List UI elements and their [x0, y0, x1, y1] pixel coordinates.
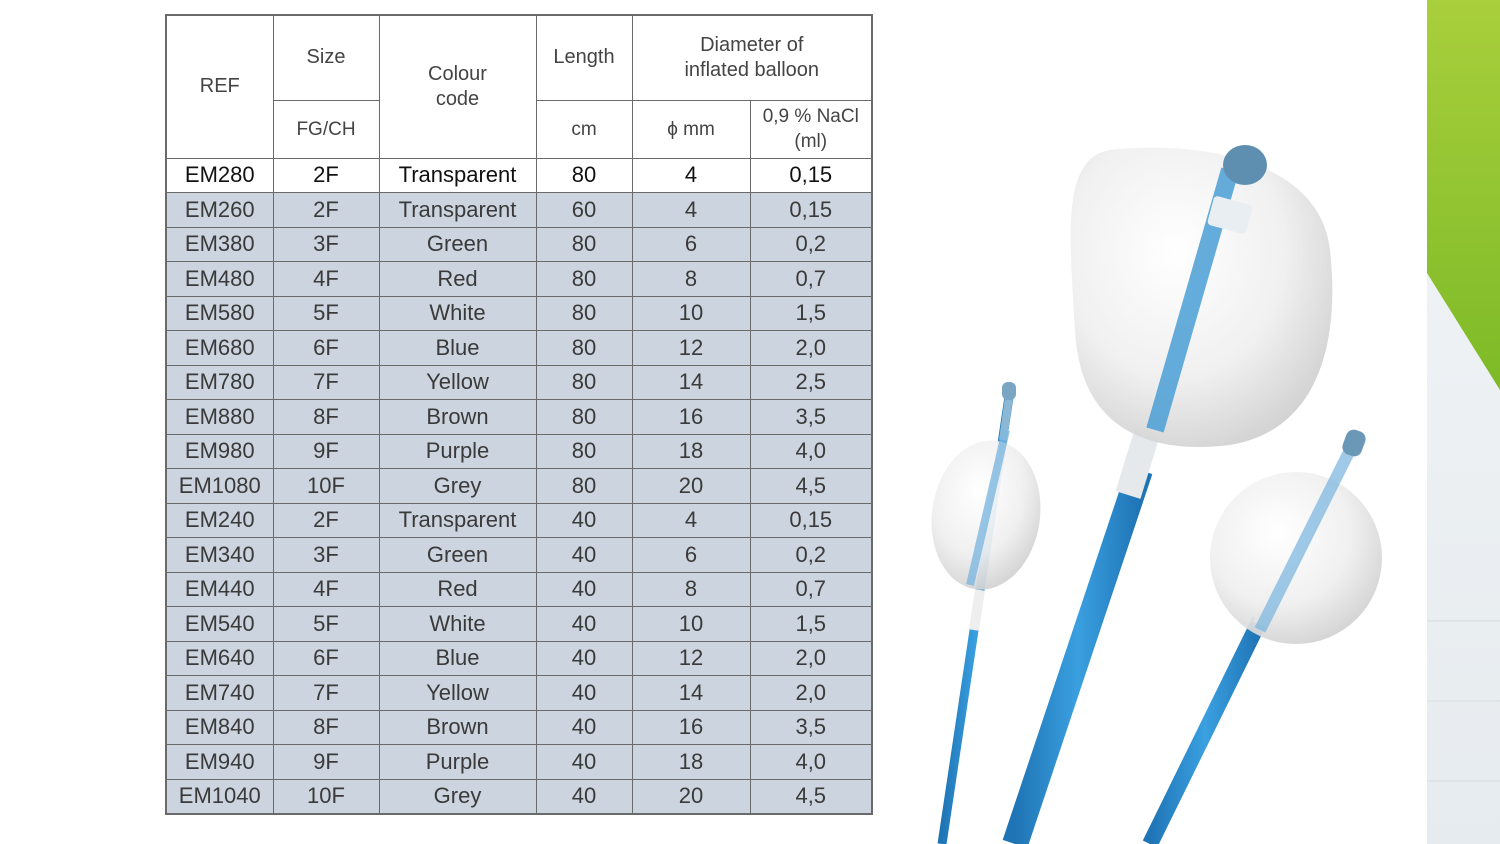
cell-ref: EM340 — [166, 538, 273, 573]
header-diameter-unit: ϕ mm — [632, 100, 750, 158]
cell-colour: Brown — [379, 710, 536, 745]
cell-colour: Brown — [379, 400, 536, 435]
cell-diameter: 12 — [632, 641, 750, 676]
cell-size: 9F — [273, 745, 379, 780]
cell-size: 8F — [273, 400, 379, 435]
table-row — [166, 469, 872, 504]
table-row — [166, 710, 872, 745]
cell-length: 60 — [536, 193, 632, 228]
header-diameter: Diameter of inflated balloon — [632, 15, 872, 100]
cell-ref: EM240 — [166, 503, 273, 538]
cell-ref: EM640 — [166, 641, 273, 676]
cell-length: 80 — [536, 469, 632, 504]
cell-ref: EM280 — [166, 158, 273, 193]
cell-length: 80 — [536, 400, 632, 435]
cell-colour: Grey — [379, 469, 536, 504]
cell-diameter: 4 — [632, 193, 750, 228]
cell-volume: 4,0 — [750, 434, 872, 469]
cell-diameter: 16 — [632, 710, 750, 745]
cell-colour: White — [379, 607, 536, 642]
table-row — [166, 607, 872, 642]
cell-diameter: 16 — [632, 400, 750, 435]
cell-volume: 2,0 — [750, 676, 872, 711]
cell-ref: EM840 — [166, 710, 273, 745]
cell-colour: Red — [379, 262, 536, 297]
cell-length: 80 — [536, 434, 632, 469]
header-size: Size — [273, 15, 379, 100]
table-row — [166, 193, 872, 228]
cell-colour: Blue — [379, 641, 536, 676]
cell-diameter: 6 — [632, 538, 750, 573]
cell-colour: Transparent — [379, 158, 536, 193]
cell-volume: 4,5 — [750, 469, 872, 504]
cell-size: 7F — [273, 676, 379, 711]
cell-length: 40 — [536, 676, 632, 711]
cell-size: 8F — [273, 710, 379, 745]
cell-volume: 0,15 — [750, 193, 872, 228]
header-colour: Colour code — [379, 15, 536, 158]
band-divider — [1427, 700, 1500, 702]
cell-size: 5F — [273, 607, 379, 642]
cell-ref: EM440 — [166, 572, 273, 607]
cell-length: 40 — [536, 641, 632, 676]
cell-volume: 0,15 — [750, 503, 872, 538]
cell-diameter: 4 — [632, 503, 750, 538]
cell-length: 80 — [536, 227, 632, 262]
cell-volume: 1,5 — [750, 296, 872, 331]
spec-table — [165, 14, 873, 815]
table-row — [166, 158, 872, 193]
cell-ref: EM580 — [166, 296, 273, 331]
cell-diameter: 10 — [632, 296, 750, 331]
cell-diameter: 20 — [632, 779, 750, 814]
cell-diameter: 18 — [632, 745, 750, 780]
header-size-unit: FG/CH — [273, 100, 379, 158]
cell-size: 2F — [273, 503, 379, 538]
cell-length: 40 — [536, 607, 632, 642]
cell-size: 5F — [273, 296, 379, 331]
cell-ref: EM780 — [166, 365, 273, 400]
cell-diameter: 14 — [632, 365, 750, 400]
cell-diameter: 6 — [632, 227, 750, 262]
cell-ref: EM680 — [166, 331, 273, 366]
band-divider — [1427, 620, 1500, 622]
cell-size: 2F — [273, 158, 379, 193]
cell-ref: EM480 — [166, 262, 273, 297]
cell-volume: 2,0 — [750, 641, 872, 676]
cell-size: 6F — [273, 331, 379, 366]
header-ref: REF — [166, 15, 273, 158]
cell-diameter: 20 — [632, 469, 750, 504]
header-length-unit: cm — [536, 100, 632, 158]
cell-size: 4F — [273, 572, 379, 607]
cell-colour: Green — [379, 538, 536, 573]
cell-volume: 2,0 — [750, 331, 872, 366]
cell-volume: 0,7 — [750, 262, 872, 297]
cell-volume: 4,5 — [750, 779, 872, 814]
cell-length: 80 — [536, 331, 632, 366]
header-length: Length — [536, 15, 632, 100]
cell-diameter: 12 — [632, 331, 750, 366]
cell-length: 40 — [536, 538, 632, 573]
table-row — [166, 434, 872, 469]
table-row — [166, 296, 872, 331]
cell-length: 40 — [536, 779, 632, 814]
cell-colour: Transparent — [379, 503, 536, 538]
cell-volume: 0,2 — [750, 227, 872, 262]
cell-diameter: 8 — [632, 572, 750, 607]
cell-diameter: 14 — [632, 676, 750, 711]
table-row — [166, 227, 872, 262]
cell-length: 40 — [536, 503, 632, 538]
cell-colour: Blue — [379, 331, 536, 366]
cell-size: 7F — [273, 365, 379, 400]
cell-size: 10F — [273, 469, 379, 504]
cell-length: 80 — [536, 365, 632, 400]
table-row — [166, 503, 872, 538]
cell-volume: 4,0 — [750, 745, 872, 780]
table-row — [166, 365, 872, 400]
table-row — [166, 572, 872, 607]
cell-size: 9F — [273, 434, 379, 469]
cell-size: 3F — [273, 538, 379, 573]
cell-colour: Yellow — [379, 676, 536, 711]
cell-diameter: 4 — [632, 158, 750, 193]
cell-ref: EM980 — [166, 434, 273, 469]
cell-colour: Purple — [379, 434, 536, 469]
table-row — [166, 641, 872, 676]
cell-ref: EM260 — [166, 193, 273, 228]
cell-length: 40 — [536, 710, 632, 745]
cell-colour: Transparent — [379, 193, 536, 228]
cell-ref: EM740 — [166, 676, 273, 711]
cell-volume: 3,5 — [750, 400, 872, 435]
cell-volume: 1,5 — [750, 607, 872, 642]
cell-colour: White — [379, 296, 536, 331]
header-volume-unit: 0,9 % NaCl (ml) — [750, 100, 872, 158]
spec-rows — [166, 158, 872, 814]
cell-length: 80 — [536, 262, 632, 297]
cell-size: 6F — [273, 641, 379, 676]
cell-length: 80 — [536, 158, 632, 193]
cell-size: 4F — [273, 262, 379, 297]
cell-colour: Green — [379, 227, 536, 262]
table-row — [166, 779, 872, 814]
cell-colour: Purple — [379, 745, 536, 780]
cell-ref: EM880 — [166, 400, 273, 435]
table-row — [166, 262, 872, 297]
cell-colour: Red — [379, 572, 536, 607]
cell-size: 10F — [273, 779, 379, 814]
cell-length: 40 — [536, 572, 632, 607]
cell-size: 2F — [273, 193, 379, 228]
cell-ref: EM940 — [166, 745, 273, 780]
cell-diameter: 18 — [632, 434, 750, 469]
cell-volume: 2,5 — [750, 365, 872, 400]
cell-volume: 0,7 — [750, 572, 872, 607]
cell-size: 3F — [273, 227, 379, 262]
cell-ref: EM1040 — [166, 779, 273, 814]
table-row — [166, 745, 872, 780]
catheter-medium — [1150, 427, 1382, 844]
cell-volume: 0,2 — [750, 538, 872, 573]
table-row — [166, 331, 872, 366]
cell-colour: Yellow — [379, 365, 536, 400]
table-row — [166, 538, 872, 573]
cell-ref: EM540 — [166, 607, 273, 642]
cell-diameter: 8 — [632, 262, 750, 297]
table-row — [166, 676, 872, 711]
band-divider — [1427, 780, 1500, 782]
cell-ref: EM380 — [166, 227, 273, 262]
cell-volume: 3,5 — [750, 710, 872, 745]
cell-colour: Grey — [379, 779, 536, 814]
cell-length: 40 — [536, 745, 632, 780]
cell-volume: 0,15 — [750, 158, 872, 193]
table-row — [166, 400, 872, 435]
cell-ref: EM1080 — [166, 469, 273, 504]
cell-diameter: 10 — [632, 607, 750, 642]
balloon-catheter-icon — [900, 130, 1400, 844]
cell-length: 80 — [536, 296, 632, 331]
